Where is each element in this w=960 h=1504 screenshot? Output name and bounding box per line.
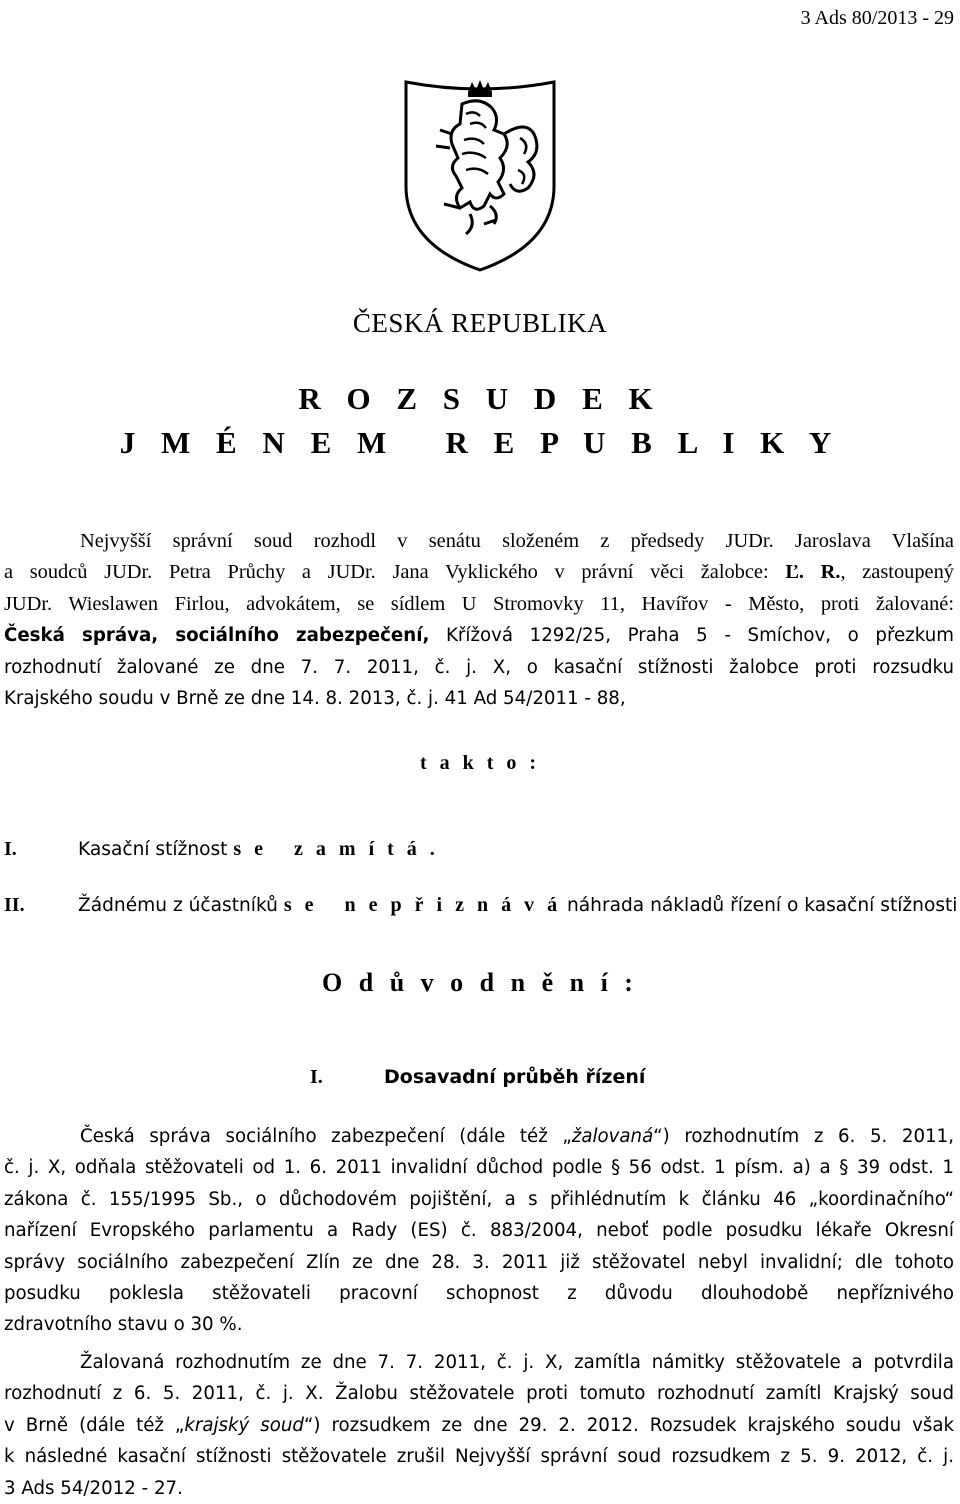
para2-line-5: 3 Ads 54/2012 - 27. (4, 1477, 183, 1499)
czech-lion-emblem-icon (400, 74, 560, 274)
para2-line-3: v Brně (dále též „krajský soud“) rozsudkem ze dne 29. 2. 2012. Rozsudek krajského soudu však (4, 1414, 954, 1436)
intro-line-3: JUDr. Wieslawen Firlou, advokátem, se sídlem U Stromovky 11, Havířov - Město, proti žalované: (4, 592, 954, 615)
reasoning-heading: O d ů v o d n ě n í : (322, 968, 638, 997)
decision-item-number: I. (4, 838, 17, 860)
case-reference: 3 Ads 80/2013 - 29 (800, 7, 954, 29)
verdict-subheading: J M É N E M R E P U B L I K Y (119, 425, 841, 460)
intro-line-5: rozhodnutí žalované ze dne 7. 7. 2011, č. j. X, o kasační stížnosti žalobce proti rozsudku (4, 656, 954, 678)
para1-line-1: Česká správa sociálního zabezpečení (dále též „žalovaná“) rozhodnutím z 6. 5. 2011, (80, 1126, 954, 1147)
para1-line-7: zdravotního stavu o 30 %. (4, 1314, 243, 1336)
intro-paragraph (4, 526, 954, 714)
body-paragraph-2 (4, 1347, 954, 1504)
decision-item-text: Žádnému z účastníků s e n e p ř i z n á v á náhrada nákladů řízení o kasační stížnosti (78, 894, 958, 916)
para1-line-5: správy sociálního zabezpečení Zlín ze dne 28. 3. 2011 již stěžovatel nebyl invalidní; dle tohoto (4, 1251, 954, 1273)
section-title: Dosavadní průběh řízení (384, 1066, 646, 1088)
para2-line-2: rozhodnutí z 6. 5. 2011, č. j. X. Žalobu stěžovatele proti tomuto rozhodnutí zamítl Krajský soud (4, 1383, 954, 1405)
intro-line-6: Krajského soudu v Brně ze dne 14. 8. 2013, č. j. 41 Ad 54/2011 - 88, (4, 688, 626, 710)
decision-item-number: II. (4, 894, 25, 916)
intro-line-4: Česká správa, sociálního zabezpečení, Křížová 1292/25, Praha 5 - Smíchov, o přezkum (4, 625, 955, 647)
decision-heading: t a k t o : (419, 752, 541, 774)
decision-item-text: Kasační stížnost s e z a m í t á . (78, 838, 439, 860)
country-heading: ČESKÁ REPUBLIKA (352, 308, 608, 338)
verdict-heading: R O Z S U D E K (298, 381, 662, 416)
para1-line-3: zákona č. 155/1995 Sb., o důchodovém pojištění, a s přihlédnutím k článku 46 „koordinačního“ (4, 1188, 954, 1210)
section-number: I. (310, 1066, 323, 1088)
para2-line-1: Žalovaná rozhodnutím ze dne 7. 7. 2011, č. j. X, zamítla námitky stěžovatele a potvrdila (80, 1352, 954, 1373)
para1-line-2: č. j. X, odňala stěžovateli od 1. 6. 2011 invalidní důchod podle § 56 odst. 1 písm. a) a § 39 odst. 1 (4, 1157, 954, 1179)
para1-line-4: nařízení Evropského parlamentu a Rady (ES) č. 883/2004, neboť podle posudku lékaře Okresní (4, 1220, 954, 1242)
para2-line-4: k následné kasační stížnosti stěžovatele zrušil Nejvyšší správní soud rozsudkem z 5. 9. 2012, č. j. (4, 1446, 954, 1468)
body-paragraph-1 (4, 1121, 954, 1341)
intro-line-1: Nejvyšší správní soud rozhodl v senátu složeném z předsedy JUDr. Jaroslava Vlašína (80, 530, 954, 552)
intro-line-2: a soudců JUDr. Petra Průchy a JUDr. Jana Vyklického v právní věci žalobce: Ľ. R., zastoupený (4, 561, 954, 584)
para1-line-6: posudku poklesla stěžovateli pracovní schopnost z důvodu dlouhodobě nepříznivého (4, 1283, 954, 1305)
